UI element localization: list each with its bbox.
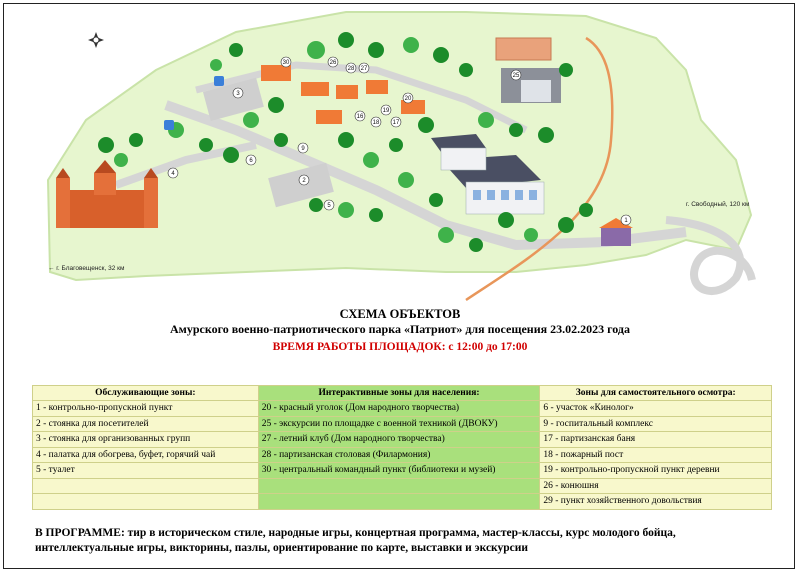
object-marker-label: 3 xyxy=(236,91,240,98)
object-marker-label: 9 xyxy=(301,146,305,153)
interactive-zone-cell: 30 - центральный командный пункт (библиотеки и музей) xyxy=(258,463,540,479)
table-row xyxy=(33,401,772,417)
table-row xyxy=(33,494,772,510)
park-map xyxy=(46,10,756,310)
object-marker-label: 2 xyxy=(302,178,306,185)
interactive-zone-cell: 27 - летний клуб (Дом народного творчества) xyxy=(258,432,540,448)
zones-table xyxy=(32,385,772,510)
zones-header-row xyxy=(33,386,772,401)
working-hours: ВРЕМЯ РАБОТЫ ПЛОЩАДОК: с 12:00 до 17:00 xyxy=(272,341,528,353)
object-marker-label: 17 xyxy=(392,120,400,127)
direction-left-label: ← г. Благовещенск, 32 км xyxy=(48,265,125,272)
service-zone-cell xyxy=(33,494,259,510)
interactive-zone-cell: 28 - партизанская столовая (Филармония) xyxy=(258,447,540,463)
table-row xyxy=(33,463,772,479)
page-title: СХЕМА ОБЪЕКТОВ xyxy=(339,307,461,321)
object-marker-label: 25 xyxy=(512,73,520,80)
self-guided-zone-cell: 6 - участок «Кинолог» xyxy=(540,401,772,417)
program-description xyxy=(35,526,775,556)
hangar-25 xyxy=(501,68,561,103)
program-label: В ПРОГРАММЕ: xyxy=(35,527,125,539)
column-header-interactive: Интерактивные зоны для населения: xyxy=(258,386,540,401)
self-guided-zone-cell: 17 - партизанская баня xyxy=(540,432,772,448)
service-zone-cell: 5 - туалет xyxy=(33,463,259,479)
interactive-zone-cell xyxy=(258,478,540,494)
service-zone-cell: 1 - контрольно-пропускной пункт xyxy=(33,401,259,417)
training-ground xyxy=(496,38,551,60)
table-row xyxy=(33,416,772,432)
object-marker-label: 27 xyxy=(360,66,368,73)
object-marker-label: 5 xyxy=(327,203,331,210)
object-marker-label: 19 xyxy=(382,108,390,115)
table-row xyxy=(33,478,772,494)
direction-right-label: г. Свободный, 120 км xyxy=(686,201,750,208)
table-row xyxy=(33,447,772,463)
interactive-zone-cell: 20 - красный уголок (Дом народного творчества) xyxy=(258,401,540,417)
interactive-zone-cell: 25 - экскурсии по площадке с военной техникой (ДВОКУ) xyxy=(258,416,540,432)
service-zone-cell: 3 - стоянка для организованных групп xyxy=(33,432,259,448)
compass-rose-icon xyxy=(88,32,104,48)
object-marker-label: 6 xyxy=(249,158,253,165)
column-header-service: Обслуживающие зоны: xyxy=(33,386,259,401)
object-marker-label: 16 xyxy=(356,114,364,121)
object-marker-label: 20 xyxy=(404,96,412,103)
self-guided-zone-cell: 19 - контрольно-пропускной пункт деревни xyxy=(540,463,772,479)
column-header-self-guided: Зоны для самостоятельного осмотра: xyxy=(540,386,772,401)
title-block xyxy=(0,306,800,355)
self-guided-zone-cell: 9 - госпитальный комплекс xyxy=(540,416,772,432)
table-row xyxy=(33,432,772,448)
object-marker-label: 4 xyxy=(171,171,175,178)
object-marker-label: 26 xyxy=(329,60,337,67)
self-guided-zone-cell: 18 - пожарный пост xyxy=(540,447,772,463)
object-marker-label: 30 xyxy=(282,60,290,67)
interactive-zone-cell xyxy=(258,494,540,510)
object-marker-label: 28 xyxy=(347,66,355,73)
page-subtitle: Амурского военно-патриотического парка «Патриот» для посещения 23.02.2023 года xyxy=(169,322,631,336)
service-zone-cell: 4 - палатка для обогрева, буфет, горячий чай xyxy=(33,447,259,463)
service-zone-cell: 2 - стоянка для посетителей xyxy=(33,416,259,432)
self-guided-zone-cell: 29 - пункт хозяйственного довольствия xyxy=(540,494,772,510)
self-guided-zone-cell: 26 - конюшня xyxy=(540,478,772,494)
object-marker-label: 18 xyxy=(372,120,380,127)
program-text: тир в историческом стиле, народные игры, концертная программа, мастер-классы, курс молодого бойца, интеллектуальные игры, викторины, пазлы, ориентирование по карте, выставки и экскурсии xyxy=(35,527,676,554)
object-marker-label: 1 xyxy=(624,218,628,225)
service-zone-cell xyxy=(33,478,259,494)
